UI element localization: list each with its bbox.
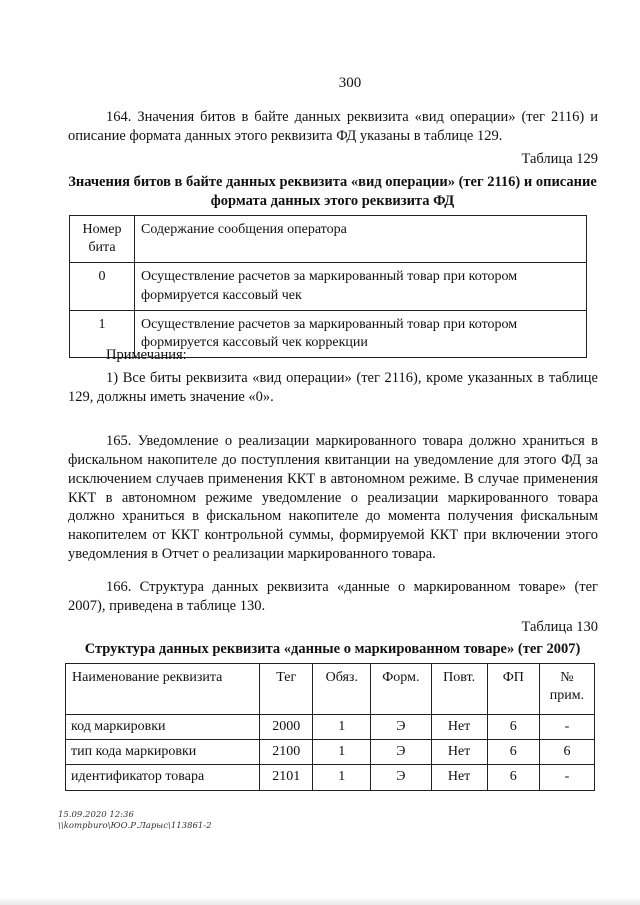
table-row [66, 765, 595, 790]
format-cell: Э [371, 765, 431, 790]
header-cell: № прим. [539, 664, 594, 715]
header-cell: Содержание сообщения оператора [135, 216, 587, 263]
requisite-name-cell: код маркировки [66, 715, 260, 740]
header-cell: Форм. [371, 664, 431, 715]
bit-number-cell: 0 [70, 263, 135, 310]
tag-cell: 2101 [260, 765, 313, 790]
format-cell: Э [371, 740, 431, 765]
page-edge [0, 897, 640, 905]
repeat-cell: Нет [431, 765, 487, 790]
table-129 [69, 215, 587, 358]
table-header-row [66, 664, 595, 715]
page-number: 300 [338, 75, 362, 91]
table-129-caption: Значения битов в байте данных реквизита «вид операции» (тег 2116) и описание формата данных этого реквизита ФД [68, 174, 597, 209]
header-cell: Тег [260, 664, 313, 715]
note-1: 1) Все биты реквизита «вид операции» (тег 2116), кроме указанных в таблице 129, должны иметь значение «0». [68, 370, 598, 405]
header-cell: Обяз. [313, 664, 371, 715]
table-130-caption: Структура данных реквизита «данные о маркированном товаре» (тег 2007) [84, 641, 581, 657]
repeat-cell: Нет [431, 740, 487, 765]
note-number-cell: - [539, 715, 594, 740]
bit-description-cell: Осуществление расчетов за маркированный товар при котором формируется кассовый чек коррекции [135, 310, 587, 357]
fp-cell: 6 [487, 765, 539, 790]
footer-file-path: \\kompburo\ЮО.Р.Ларыс\113861-2 [58, 821, 212, 832]
fp-cell: 6 [487, 740, 539, 765]
footer-date: 15.09.2020 12:36 [58, 810, 134, 820]
note-number-cell: - [539, 765, 594, 790]
bit-description-cell: Осуществление расчетов за маркированный товар при котором формируется кассовый чек [135, 263, 587, 310]
mandatory-cell: 1 [313, 740, 371, 765]
table-row [66, 715, 595, 740]
table-130 [65, 663, 595, 791]
notes-title: Примечания: [106, 347, 187, 363]
format-cell: Э [371, 715, 431, 740]
tag-cell: 2000 [260, 715, 313, 740]
note-number-cell: 6 [539, 740, 594, 765]
paragraph-164: 164. Значения битов в байте данных реквизита «вид операции» (тег 2116) и описание формата данных этого реквизита ФД указаны в таблице 129. [68, 109, 598, 144]
mandatory-cell: 1 [313, 765, 371, 790]
table-129-label: Таблица 129 [521, 151, 598, 167]
header-cell: Номер бита [70, 216, 135, 263]
header-cell: Наименование реквизита [66, 664, 260, 715]
header-cell: Повт. [431, 664, 487, 715]
paragraph-166: 166. Структура данных реквизита «данные о маркированном товаре» (тег 2007), приведена в таблице 130. [68, 579, 598, 614]
header-cell: ФП [487, 664, 539, 715]
tag-cell: 2100 [260, 740, 313, 765]
requisite-name-cell: идентификатор товара [66, 765, 260, 790]
bit-number-cell: 1 [70, 310, 135, 357]
footer-stamp [58, 810, 212, 833]
paragraph-165: 165. Уведомление о реализации маркированного товара должно храниться в фискальном накопителе до поступления квитанции на уведомление для этого ФД за исключением случаев применения ККТ в автономном режиме. В случае применения ККТ в автономном режиме уведомление о реализации маркированного товара должно храниться в фискальном накопителе до момента получения фискальным накопителем от ККТ контрольной суммы, формируемой ККТ при включении этого уведомления в Отчет о реализации маркированного товара. [68, 433, 598, 563]
table-header-row [70, 216, 587, 263]
requisite-name-cell: тип кода маркировки [66, 740, 260, 765]
repeat-cell: Нет [431, 715, 487, 740]
table-130-label: Таблица 130 [521, 619, 598, 635]
mandatory-cell: 1 [313, 715, 371, 740]
table-row [70, 263, 587, 310]
table-row [66, 740, 595, 765]
fp-cell: 6 [487, 715, 539, 740]
